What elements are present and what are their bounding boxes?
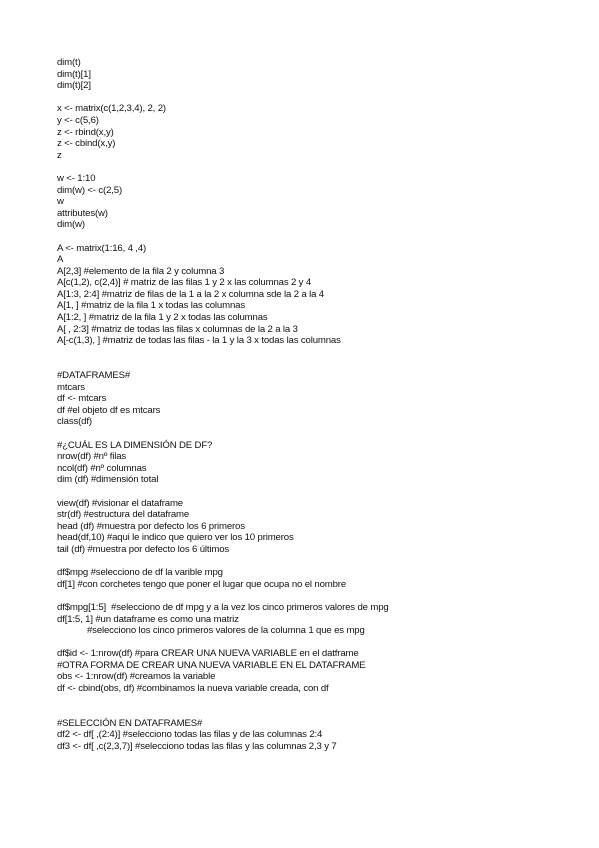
code-block bbox=[57, 648, 577, 694]
code-line: df #el objeto df es mtcars bbox=[57, 404, 161, 416]
code-block bbox=[57, 103, 577, 161]
code-line: nrow(df) #nº filas bbox=[57, 451, 127, 463]
document-page bbox=[57, 57, 577, 753]
code-line: z bbox=[57, 149, 62, 161]
code-line: A[1:3, 2:4] #matriz de filas de la 1 a la 2 x columna sde la 2 a la 4 bbox=[57, 288, 324, 300]
code-line: df2 <- df[ ,(2:4)] #selecciono todas las filas y de las columnas 2:4 bbox=[57, 729, 323, 741]
code-line: A[c(1,2), c(2,4)] # matriz de las filas 1 y 2 x las columnas 2 y 4 bbox=[57, 277, 312, 289]
code-line: df3 <- df[ ,c(2,3,7)] #selecciono todas las filas y las columnas 2,3 y 7 bbox=[57, 741, 337, 753]
code-block bbox=[57, 718, 577, 753]
code-line: df <- mtcars bbox=[57, 393, 107, 405]
code-line: y <- c(5,6) bbox=[57, 114, 99, 126]
code-line: df[1] #con corchetes tengo que poner el lugar que ocupa no el nombre bbox=[57, 578, 347, 590]
code-line: class(df) bbox=[57, 416, 92, 428]
code-line: mtcars bbox=[57, 381, 85, 393]
code-line: A <- matrix(1:16, 4 ,4) bbox=[57, 242, 147, 254]
code-line: #selecciono los cinco primeros valores de la columna 1 que es mpg bbox=[87, 625, 365, 637]
code-line: w <- 1:10 bbox=[57, 172, 96, 184]
code-block bbox=[57, 370, 577, 428]
code-line: dim(w) <- c(2,5) bbox=[57, 184, 123, 196]
code-line: A[1, ] #matriz de la fila 1 x todas las columnas bbox=[57, 300, 245, 312]
code-block bbox=[57, 243, 577, 347]
code-line: z <- rbind(x,y) bbox=[57, 126, 114, 138]
code-line: str(df) #estructura del dataframe bbox=[57, 509, 190, 521]
code-line: #SELECCIÓN EN DATAFRAMES# bbox=[57, 717, 203, 729]
code-block bbox=[57, 498, 577, 556]
code-line: #OTRA FORMA DE CREAR UNA NUEVA VARIABLE EN EL DATAFRAME bbox=[57, 659, 366, 671]
code-block bbox=[57, 567, 577, 590]
code-line: head(df,10) #aqui le indico que quiero ver los 10 primeros bbox=[57, 532, 294, 544]
code-block bbox=[57, 173, 577, 231]
code-line: df$id <- 1:nrow(df) #para CREAR UNA NUEVA VARIABLE en el datframe bbox=[57, 648, 359, 660]
code-line: dim(t) bbox=[57, 57, 81, 68]
code-line: df$mpg[1:5] #selecciono de df mpg y a la vez los cinco primeros valores de mpg bbox=[57, 601, 389, 613]
code-block bbox=[57, 440, 577, 486]
code-line: tail (df) #muestra por defecto los 6 últimos bbox=[57, 543, 230, 555]
code-line: A bbox=[57, 254, 64, 266]
code-line: obs <- 1:nrow(df) #creamos la variable bbox=[57, 671, 216, 683]
code-line: A[1:2, ] #matriz de la fila 1 y 2 x todas las columnas bbox=[57, 312, 268, 324]
code-line: df <- cbind(obs, df) #combinamos la nueva variable creada, con df bbox=[57, 683, 329, 695]
code-line: dim(t)[2] bbox=[57, 80, 91, 92]
code-line: attributes(w) bbox=[57, 207, 108, 219]
code-line: z <- cbind(x,y) bbox=[57, 138, 116, 150]
code-line: x <- matrix(c(1,2,3,4), 2, 2) bbox=[57, 103, 166, 115]
code-line: view(df) #visionar el dataframe bbox=[57, 497, 183, 509]
code-line: ncol(df) #nº columnas bbox=[57, 462, 147, 474]
code-line: A[2,3] #elemento de la fila 2 y columna 3 bbox=[57, 265, 225, 277]
code-line: #DATAFRAMES# bbox=[57, 370, 131, 382]
code-line: df$mpg #selecciono de df la varible mpg bbox=[57, 567, 223, 579]
code-line: #¿CUÁL ES LA DIMENSIÓN DE DF? bbox=[57, 439, 213, 451]
code-line: head (df) #muestra por defecto los 6 primeros bbox=[57, 520, 245, 532]
code-line: df[1:5, 1] #un dataframe es como una matriz bbox=[57, 613, 239, 625]
code-line: dim(t)[1] bbox=[57, 68, 91, 80]
code-block bbox=[57, 57, 577, 92]
code-line: dim(w) bbox=[57, 219, 85, 231]
code-line: w bbox=[57, 196, 64, 208]
code-line: A[-c(1,3), ] #matriz de todas las filas - la 1 y la 3 x todas las columnas bbox=[57, 335, 341, 347]
code-block bbox=[57, 602, 577, 637]
code-line: A[ , 2:3] #matriz de todas las filas x columnas de la 2 a la 3 bbox=[57, 323, 298, 335]
code-line: dim (df) #dimensión total bbox=[57, 474, 159, 486]
